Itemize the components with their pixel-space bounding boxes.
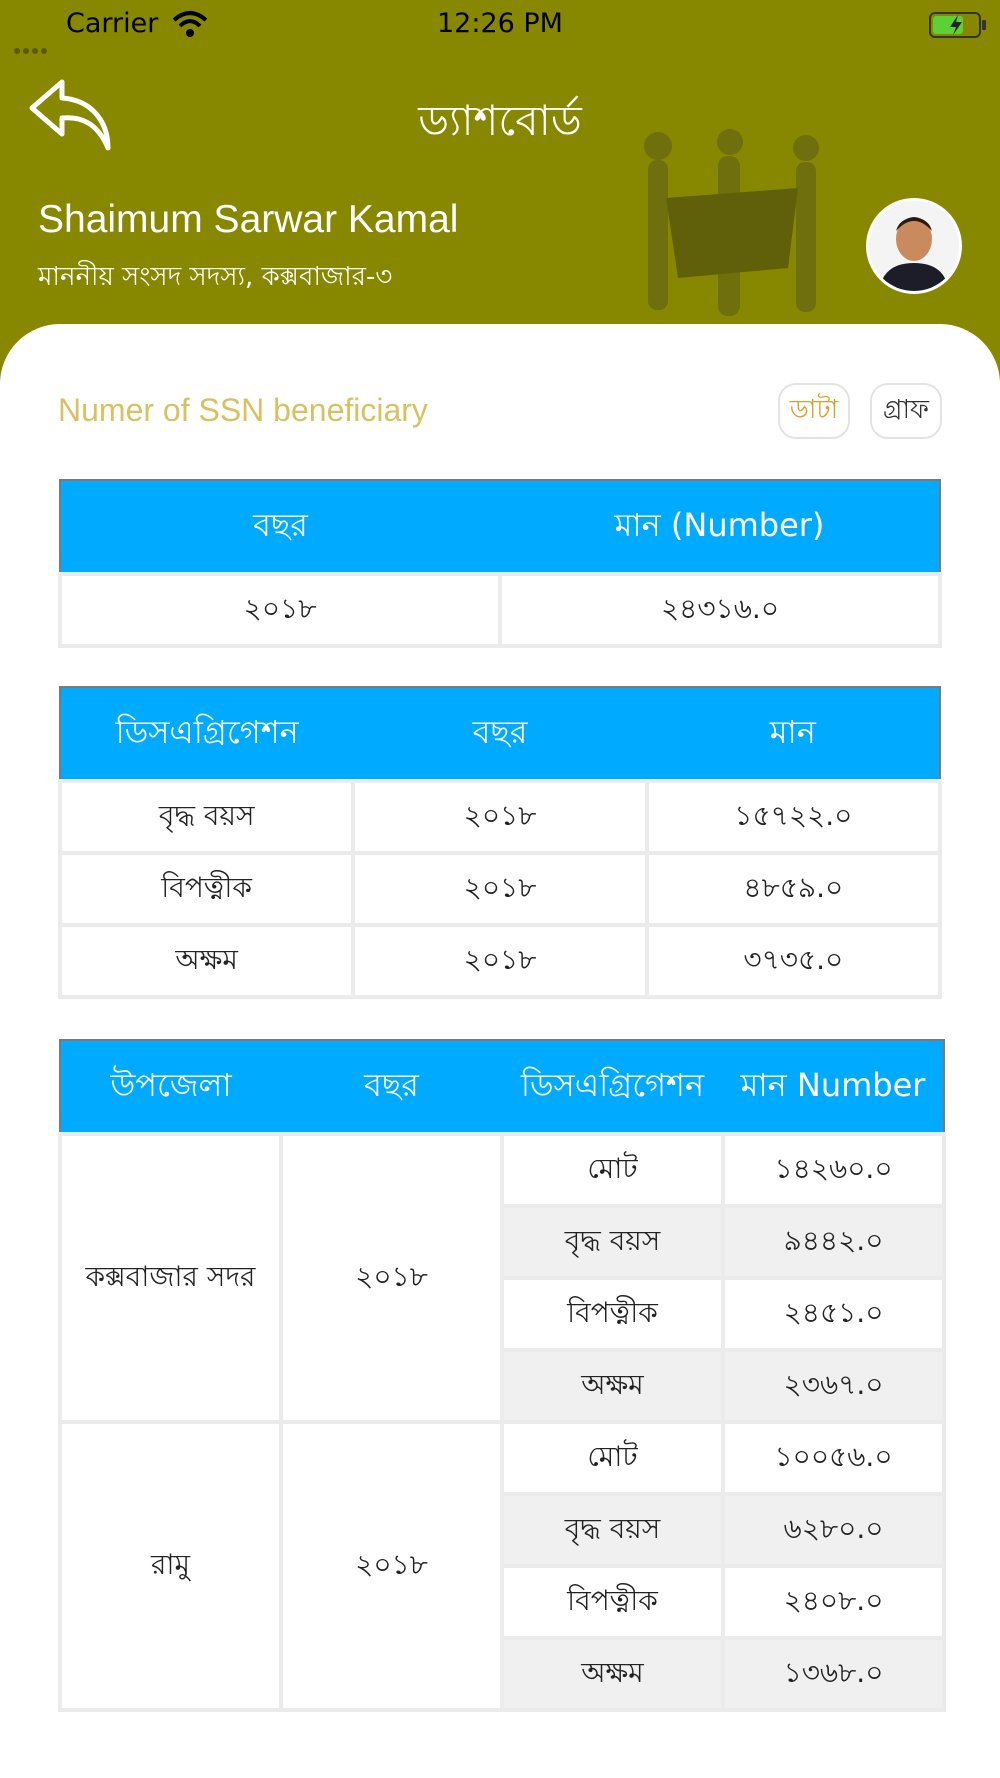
table-cell: ৬২৮০.০ (723, 1494, 944, 1566)
upazila-cell: রামু (60, 1422, 281, 1710)
column-header: উপজেলা (60, 1040, 281, 1134)
table-cell: ১৪২৬০.০ (723, 1134, 944, 1206)
table-cell: ২৩৬৭.০ (723, 1350, 944, 1422)
column-header: মান (Number) (500, 480, 940, 574)
table-row (60, 853, 940, 925)
table-row (60, 1422, 944, 1494)
table-cell: ২৪৩১৬.০ (500, 574, 940, 646)
carrier-label: Carrier (66, 8, 159, 39)
status-bar (0, 0, 1000, 48)
table-row (60, 1134, 944, 1206)
table-cell: বিপত্নীক (60, 853, 353, 925)
person-avatar-icon (869, 201, 959, 291)
table-cell: ২৪০৮.০ (723, 1566, 944, 1638)
user-role: মাননীয় সংসদ সদস্য, কক্সবাজার-৩ (38, 262, 393, 292)
table-row (60, 925, 940, 997)
table-cell: অক্ষম (502, 1350, 723, 1422)
column-header: মান (647, 687, 940, 781)
upazila-cell: কক্সবাজার সদর (60, 1134, 281, 1422)
table-cell: ২৪৫১.০ (723, 1278, 944, 1350)
section-title: Numer of SSN beneficiary (58, 392, 428, 428)
table-cell: বৃদ্ধ বয়স (60, 781, 353, 853)
table-cell: ৪৮৫৯.০ (647, 853, 940, 925)
column-header: ডিসএগ্রিগেশন (60, 687, 353, 781)
disaggregation-table (58, 686, 942, 999)
table-cell: অক্ষম (60, 925, 353, 997)
column-header: বছর (60, 480, 500, 574)
battery-icon (928, 11, 988, 39)
page-title: ড্যাশবোর্ড (418, 96, 582, 145)
table-cell: ১৩৬৮.০ (723, 1638, 944, 1710)
column-header: ডিসএগ্রিগেশন (502, 1040, 723, 1134)
table-cell: ২০১৮ (353, 925, 646, 997)
graph-view-button[interactable]: গ্রাফ (870, 383, 942, 439)
table-cell: মোট (502, 1134, 723, 1206)
table-cell: বিপত্নীক (502, 1566, 723, 1638)
table-cell: ১০০৫৬.০ (723, 1422, 944, 1494)
table-cell: ৩৭৩৫.০ (647, 925, 940, 997)
table-cell: বৃদ্ধ বয়স (502, 1206, 723, 1278)
table-cell: ১৫৭২২.০ (647, 781, 940, 853)
table-cell: বিপত্নীক (502, 1278, 723, 1350)
table-cell: অক্ষম (502, 1638, 723, 1710)
table-cell: ৯৪৪২.০ (723, 1206, 944, 1278)
table-cell: ২০১৮ (60, 574, 500, 646)
column-header: বছর (281, 1040, 502, 1134)
column-header: বছর (353, 687, 646, 781)
table-cell: ২০১৮ (353, 781, 646, 853)
table-cell: ২০১৮ (353, 853, 646, 925)
table-row (60, 574, 940, 646)
status-time: 12:26 PM (437, 8, 563, 39)
avatar (866, 198, 962, 294)
table-cell: বৃদ্ধ বয়স (502, 1494, 723, 1566)
column-header: মান Number (723, 1040, 944, 1134)
table-row (60, 781, 940, 853)
user-name: Shaimum Sarwar Kamal (38, 198, 459, 241)
table-cell: মোট (502, 1422, 723, 1494)
data-view-button[interactable]: ডাটা (778, 383, 850, 439)
year-cell: ২০১৮ (281, 1422, 502, 1710)
upazila-table (58, 1039, 946, 1712)
total-table (58, 479, 942, 648)
year-cell: ২০১৮ (281, 1134, 502, 1422)
